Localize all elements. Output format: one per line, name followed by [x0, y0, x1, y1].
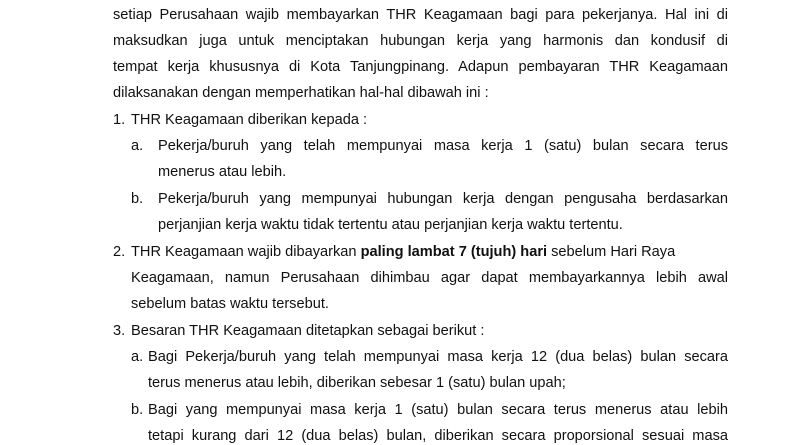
item-1-number: 1. — [113, 112, 126, 128]
item-1b-line-1: Pekerja/buruh yang mempunyai hubungan kerja dengan pengusaha berdasarkan — [158, 191, 728, 207]
item-2-deadline-emphasis: paling lambat 7 (tujuh) hari — [360, 244, 548, 260]
item-1-text: THR Keagamaan diberikan kepada : — [131, 112, 368, 128]
intro-line-4: dilaksanakan dengan memperhatikan hal-hal dibawah ini : — [113, 85, 489, 101]
intro-line-3: tempat kerja khususnya di Kota Tanjungpinang. Adapun pembayaran THR Keagamaan — [113, 59, 728, 75]
item-2-number: 2. — [113, 244, 126, 260]
item-3b-line-1: Bagi yang mempunyai masa kerja 1 (satu) bulan secara terus menerus atau lebih — [148, 402, 728, 418]
item-3a-line-2: terus menerus atau lebih, diberikan sebesar 1 (satu) bulan upah; — [148, 375, 566, 391]
item-1b-label: b. — [131, 191, 144, 207]
item-1a-label: a. — [131, 138, 144, 154]
intro-line-1: setiap Perusahaan wajib membayarkan THR Keagamaan bagi para pekerjanya. Hal ini di — [113, 7, 728, 23]
item-3a-label: a. — [131, 349, 144, 365]
item-2-line-3: sebelum batas waktu tersebut. — [131, 296, 329, 312]
item-1a-line-2: menerus atau lebih. — [158, 164, 287, 180]
item-2-line-1-pre: THR Keagamaan wajib dibayarkan — [131, 244, 361, 260]
item-3-number: 3. — [113, 323, 126, 339]
item-2-line-2: Keagamaan, namun Perusahaan dihimbau agar dapat membayarkannya lebih awal — [131, 270, 728, 286]
item-2-line-1-post: sebelum Hari Raya — [547, 244, 676, 260]
item-3-text: Besaran THR Keagamaan ditetapkan sebagai berikut : — [131, 323, 485, 339]
item-3b-label: b. — [131, 402, 144, 418]
item-1b-line-2: perjanjian kerja waktu tidak tertentu atau perjanjian kerja waktu tertentu. — [158, 217, 623, 233]
item-2-line-1 — [131, 243, 675, 261]
item-3b-line-2: tetapi kurang dari 12 (dua belas) bulan, diberikan secara proporsional sesuai masa — [148, 428, 728, 444]
intro-line-2: maksudkan juga untuk menciptakan hubungan kerja yang harmonis dan kondusif di — [113, 33, 728, 49]
item-3a-line-1: Bagi Pekerja/buruh yang telah mempunyai masa kerja 12 (dua belas) bulan secara — [148, 349, 728, 365]
item-1a-line-1: Pekerja/buruh yang telah mempunyai masa kerja 1 (satu) bulan secara terus — [158, 138, 728, 154]
